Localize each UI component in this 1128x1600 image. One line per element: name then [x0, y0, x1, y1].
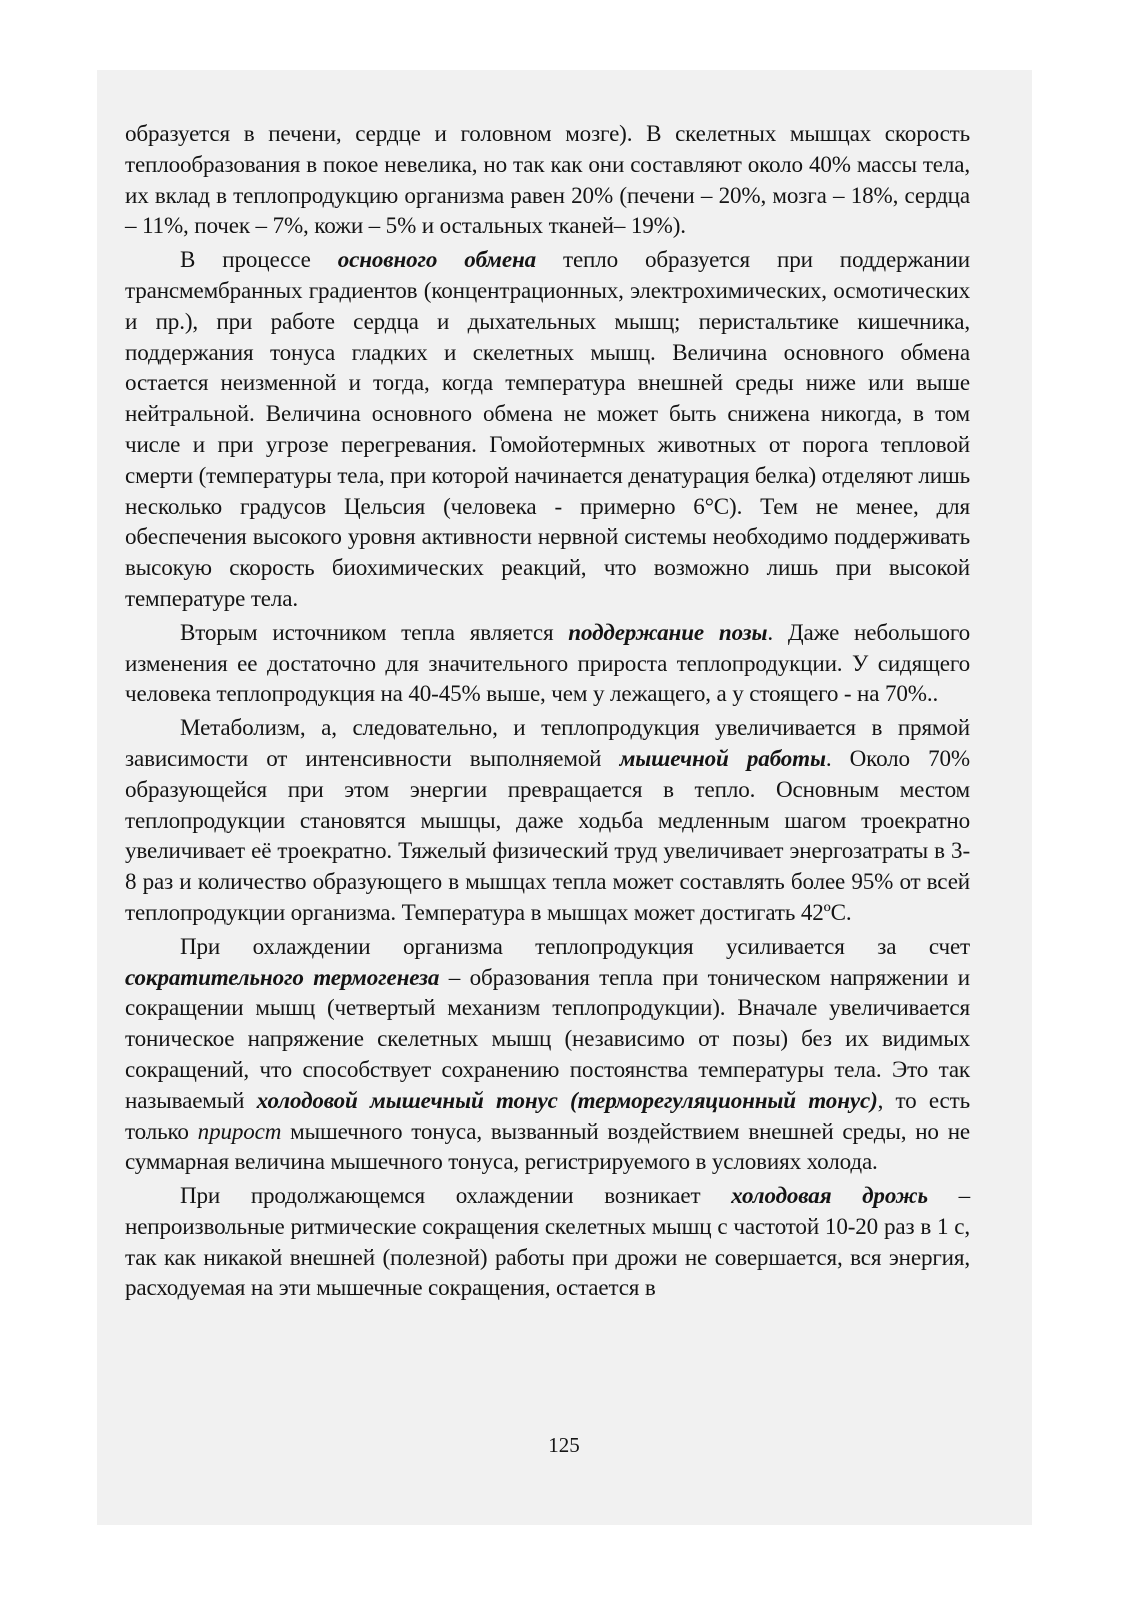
text-run: мышечного тонуса, вызванный воздействием внешней среды, но не суммарная величина мышечного тонуса, регистрируемого в условиях холода.: [125, 1117, 971, 1175]
page-number: 125: [548, 1433, 580, 1457]
text-run: При продолжающемся охлаждении возникает: [180, 1182, 732, 1209]
text-run: . Даже небольшого изменения ее достаточно для значительного прироста теплопродукции. У сидящего человека теплопродукция на 40-45% выше, чем у лежащего, а у стоящего - на 70%..: [125, 618, 970, 707]
paragraph: [125, 712, 970, 928]
paragraph: [125, 1180, 970, 1303]
emphasis-term: сократительного термогенеза: [125, 963, 440, 990]
emphasis-term: холодовой мышечный тонус (терморегуляционный тонус): [256, 1086, 878, 1113]
text-run: , то есть только: [125, 1086, 970, 1144]
text-run: . Около 70% образующейся при этом энергии превращается в тепло. Основным местом теплопродукции становятся мышцы, даже ходьба медленным шагом троекратно увеличивает её троекратно. Тяжелый физический труд увеличивает энергозатраты в 3-8 раз и количество образующего в мышцах тепла может составлять более 95% от всей теплопродукции организма. Температура в мышцах может достигать 42ºC.: [125, 744, 970, 925]
text-run: Метаболизм, а, следовательно, и теплопродукция увеличивается в прямой зависимости от интенсивности выполняемой: [125, 714, 970, 771]
body-text: [125, 118, 970, 1303]
text-run: тепло образуется при поддержании трансмембранных градиентов (концентрационных, электрохимических, осмотических и пр.), при работе сердца и дыхательных мышц; перистальтике кишечника, поддержания тонуса гладких и скелетных мышц. Величина основного обмена остается неизменной и тогда, когда температура внешней среды ниже или выше нейтральной. Величина основного обмена не может быть снижена никогда, в том числе и при угрозе перегревания. Гомойотермных животных от порога тепловой смерти (температуры тела, при которой начинается денатурация белка) отделяют лишь несколько градусов Цельсия (человека - примерно 6°C). Тем не менее, для обеспечения высокого уровня активности нервной системы необходимо поддерживать высокую скорость биохимических реакций, что возможно лишь при высокой температуре тела.: [125, 246, 970, 611]
text-run: При охлаждении организма теплопродукция усиливается за счет: [180, 932, 970, 959]
text-run: образуется в печени, сердце и головном мозге). В скелетных мышцах скорость теплообразования в покое невелика, но так как они составляют около 40% массы тела, их вклад в теплопродукцию организма равен 20% (печени – 20%, мозга – 18%, сердца – 11%, почек – 7%, кожи – 5% и остальных тканей– 19%).: [125, 120, 970, 239]
paragraph: [125, 617, 970, 709]
text-run: Вторым источником тепла является: [180, 618, 569, 645]
text-run: В процессе: [180, 246, 338, 273]
italic-term: прирост: [197, 1117, 282, 1144]
emphasis-term: основного обмена: [337, 246, 537, 273]
paragraph: [125, 118, 970, 241]
emphasis-term: поддержание позы: [568, 618, 768, 645]
emphasis-term: холодовая дрожь: [731, 1182, 928, 1209]
paragraph: [125, 931, 970, 1177]
text-run: – непроизвольные ритмические сокращения скелетных мышц с частотой 10-20 раз в 1 с, так как никакой внешней (полезной) работы при дрожи не совершается, вся энергия, расходуемая на эти мышечные сокращения, остается в: [125, 1182, 970, 1301]
emphasis-term: мышечной работы: [619, 744, 826, 771]
text-run: – образования тепла при тоническом напряжении и сокращении мышц (четвертый механизм теплопродукции). Вначале увеличивается тоническое напряжение скелетных мышц (независимо от позы) без их видимых сокращений, что способствует сохранению постоянства температуры тела. Это так называемый: [125, 963, 970, 1113]
paragraph: [125, 244, 970, 614]
